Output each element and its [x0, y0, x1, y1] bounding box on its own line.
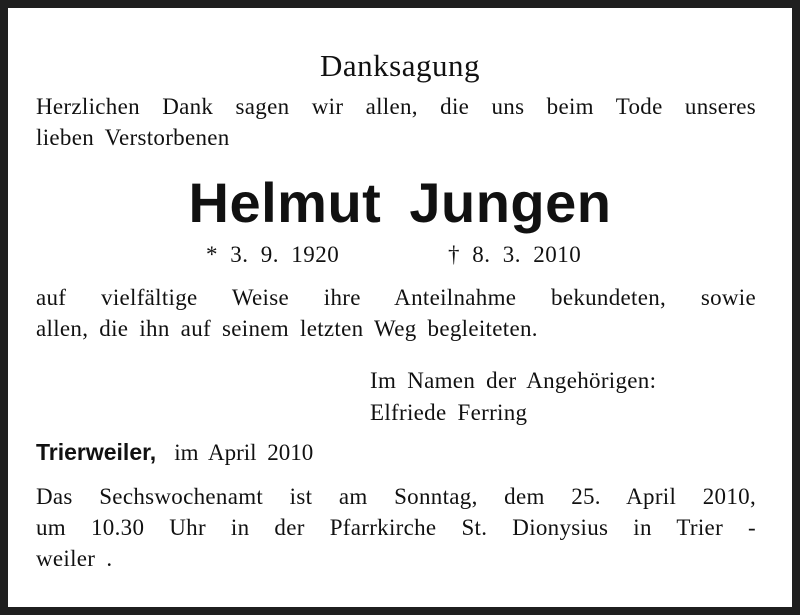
- notice-date: im April 2010: [174, 440, 314, 465]
- death-date: † 8. 3. 2010: [448, 242, 582, 267]
- mass-line-1: Das Sechswochenamt ist am Sonntag, dem 25. April 2010,: [36, 484, 756, 509]
- intro-line-1: Herzlichen Dank sagen wir allen, die uns beim Tode unseres: [36, 94, 756, 119]
- place-name: Trierweiler,: [36, 439, 157, 465]
- signature-name: Elfriede Ferring: [370, 400, 528, 425]
- mass-line-2: um 10.30 Uhr in der Pfarrkirche St. Dionysius in Trier -: [36, 515, 756, 540]
- intro-line-2: lieben Verstorbenen: [36, 125, 230, 150]
- deceased-name: Helmut Jungen: [188, 171, 612, 234]
- thanks-line-1: auf vielfältige Weise ihre Anteilnahme bekundeten, sowie: [36, 285, 756, 310]
- notice-title: Danksagung: [320, 48, 480, 83]
- birth-date: * 3. 9. 1920: [206, 242, 340, 267]
- place-date-line: [36, 439, 313, 466]
- thanks-line-2: allen, die ihn auf seinem letzten Weg begleiteten.: [36, 316, 538, 341]
- mass-line-3: weiler .: [36, 546, 113, 571]
- signature-line-1: Im Namen der Angehörigen:: [370, 368, 657, 393]
